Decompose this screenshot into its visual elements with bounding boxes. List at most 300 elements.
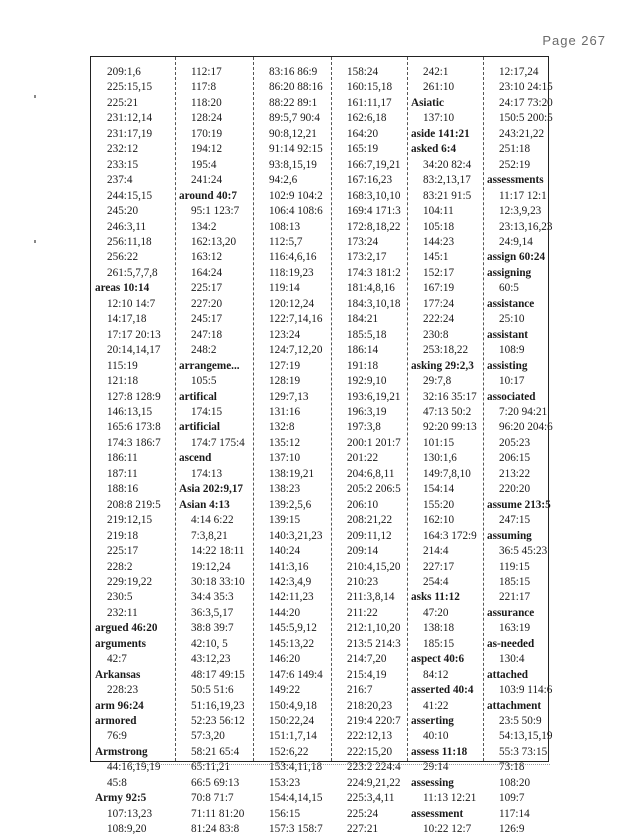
index-reference: 140:3,21,23 [269,529,323,542]
index-reference: 34:4 35:3 [191,591,234,604]
index-reference: 156:15 [269,807,301,820]
index-term: assurance [487,606,535,619]
index-reference: 252:19 [499,158,531,171]
index-reference: 200:1 201:7 [347,436,401,449]
index-reference: 164:24 [191,266,223,279]
index-reference: 163:12 [191,251,223,264]
index-reference: 138:23 [269,483,301,496]
index-reference: 214:7,20 [347,653,387,666]
index-reference: 219:4 220:7 [347,715,401,728]
index-reference: 224:9,21,22 [347,776,401,789]
index-reference: 45:8 [107,776,127,789]
index-reference: 38:8 39:7 [191,622,234,635]
index-reference: 118:20 [191,96,222,109]
index-reference: 152:6,22 [269,745,309,758]
index-reference: 204:6,8,11 [347,467,395,480]
index-reference: 12:3,9,23 [499,205,542,218]
index-reference: 137:10 [423,112,455,125]
index-reference: 11:13 12:21 [423,792,477,805]
index-reference: 206:15 [499,452,531,465]
index-reference: 12:17,24 [499,66,539,78]
index-reference: 55:3 73:15 [499,745,548,758]
index-reference: 84:12 [423,668,449,681]
index-term: asked 6:4 [411,143,457,156]
index-term: assess 11:18 [411,745,468,758]
index-reference: 150:22,24 [269,715,315,728]
index-reference: 170:19 [191,127,223,140]
index-term: arrangeme... [179,359,240,372]
index-reference: 177:24 [423,297,455,310]
index-term: assessment [411,807,464,820]
index-reference: 162:6,18 [347,112,387,125]
index-term: associated [487,390,536,403]
index-reference: 261:5,7,7,8 [107,266,158,279]
index-reference: 105:5 [191,375,217,388]
index-reference: 228:23 [107,684,139,697]
index-term: assistant [487,328,529,341]
index-term: assessing [411,776,454,789]
index-reference: 120:12,24 [269,297,315,310]
index-reference: 150:5 200:5 [499,112,553,125]
index-reference: 173:24 [347,235,379,248]
index-reference: 227:20 [191,297,223,310]
index-reference: 213:22 [499,467,531,480]
index-reference: 261:10 [423,81,455,94]
index-reference: 14:17,18 [107,313,147,326]
index-reference: 208:8 219:5 [107,498,161,511]
index-reference: 14:22 18:11 [191,545,245,558]
index-reference: 29:14 [423,761,449,774]
index-reference: 95:1 123:7 [191,205,240,218]
index-reference: 222:12,13 [347,730,393,743]
index-reference: 93:8,15,19 [269,158,317,171]
index-reference: 20:14,14,17 [107,344,161,357]
index-reference: 134:2 [191,220,217,233]
index-reference: 230:8 [423,328,449,341]
index-reference: 40:10 [423,730,449,743]
index-reference: 86:20 88:16 [269,81,323,94]
index-reference: 166:7,19,21 [347,158,401,171]
index-reference: 197:3,8 [347,421,381,434]
index-reference: 128:24 [191,112,223,125]
index-reference: 209:11,12 [347,529,392,542]
index-reference: 173:2,17 [347,251,387,264]
index-reference: 108:20 [499,776,531,789]
index-term: assessments [487,174,544,187]
index-reference: 222:24 [423,313,455,326]
index-reference: 256:11,18 [107,235,152,248]
index-reference: 102:9 104:2 [269,189,323,202]
index-reference: 157:3 158:7 [269,823,323,836]
index-reference: 70:8 71:7 [191,792,234,805]
index-reference: 220:20 [499,483,531,496]
index-reference: 209:14 [347,545,379,558]
index-reference: 138:19,21 [269,467,315,480]
index-reference: 149:7,8,10 [423,467,471,480]
index-reference: 167:16,23 [347,174,393,187]
index-reference: 23:13,16,23 [499,220,553,233]
index-reference: 128:19 [269,375,301,388]
index-term: assume 213:5 [487,498,551,511]
index-term: arguments [95,637,146,650]
index-reference: 76:9 [107,730,127,743]
index-reference: 139:2,5,6 [269,498,312,511]
index-term: assign 60:24 [487,251,546,264]
index-reference: 47:13 50:2 [423,405,472,418]
index-reference: 150:4,9,18 [269,699,317,712]
index-reference: 121:18 [107,375,139,388]
index-term: artificial [179,421,221,434]
index-reference: 216:7 [347,684,373,697]
index-reference: 51:16,19,23 [191,699,245,712]
index-reference: 141:3,16 [269,560,309,573]
index-reference: 146:13,15 [107,405,153,418]
index-reference: 212:1,10,20 [347,622,401,635]
index-reference: 208:21,22 [347,514,393,527]
index-reference: 201:22 [347,452,379,465]
index-reference: 215:4,19 [347,668,387,681]
index-reference: 145:13,22 [269,637,315,650]
index-reference: 10:17 [499,375,525,388]
index-reference: 242:1 [423,66,449,78]
index-reference: 23:10 24:15 [499,81,553,94]
index-reference: 181:4,8,16 [347,282,395,295]
index-reference: 218:20,23 [347,699,393,712]
index-reference: 92:20 99:13 [423,421,477,434]
index-reference: 71:11 81:20 [191,807,245,820]
index-reference: 109:7 [499,792,525,805]
index-reference: 89:5,7 90:4 [269,112,320,125]
index-reference: 138:18 [423,622,455,635]
index-reference: 24:9,14 [499,235,533,248]
index-reference: 168:3,10,10 [347,189,401,202]
index-reference: 191:18 [347,359,379,372]
index-reference: 243:21,22 [499,127,545,140]
index-reference: 188:16 [107,483,139,496]
scan-mark [34,240,36,243]
index-reference: 227:17 [423,560,455,573]
index-reference: 117:14 [499,807,530,820]
index-reference: 34:20 82:4 [423,158,472,171]
index-reference: 52:23 56:12 [191,715,245,728]
index-reference: 165:19 [347,143,379,156]
index-reference: 41:22 [423,699,449,712]
index-reference: 94:2,6 [269,174,298,187]
index-column-3 [257,65,323,838]
index-reference: 108:13 [269,220,301,233]
index-reference: 23:5 50:9 [499,715,542,728]
index-reference: 123:24 [269,328,301,341]
index-reference: 184:21 [347,313,379,326]
index-reference: 194:12 [191,143,223,156]
index-reference: 116:4,6,16 [269,251,317,264]
index-term: ascend [179,452,212,465]
index-reference: 83:16 86:9 [269,66,318,78]
index-reference: 147:6 149:4 [269,668,323,681]
index-reference: 145:5,9,12 [269,622,317,635]
index-reference: 246:3,11 [107,220,147,233]
index-reference: 58:21 65:4 [191,745,240,758]
index-reference: 139:15 [269,514,301,527]
index-reference: 119:15 [499,560,530,573]
index-term: Asiatic [411,96,444,109]
index-reference: 196:3,19 [347,405,387,418]
index-term: Asia 202:9,17 [179,483,244,496]
index-reference: 24:17 73:20 [499,96,553,109]
index-reference: 225:21 [107,96,139,109]
index-reference: 48:17 49:15 [191,668,245,681]
index-reference: 57:3,20 [191,730,225,743]
index-reference: 17:17 20:13 [107,328,161,341]
index-term: attachment [487,699,542,712]
index-reference: 245:17 [191,313,223,326]
index-reference: 32:16 35:17 [423,390,477,403]
index-reference: 185:15 [499,575,531,588]
index-reference: 174:3 181:2 [347,266,401,279]
scan-mark [34,95,36,98]
index-table [90,56,553,836]
index-term: asserting [411,715,454,728]
index-term: areas 10:14 [95,282,150,295]
index-reference: 112:5,7 [269,235,303,248]
index-reference: 149:22 [269,684,301,697]
index-reference: 11:17 12:1 [499,189,547,202]
index-reference: 151:1,7,14 [269,730,317,743]
index-reference: 137:10 [269,452,301,465]
index-reference: 211:3,8,14 [347,591,395,604]
index-reference: 154:4,14,15 [269,792,323,805]
index-reference: 245:20 [107,205,139,218]
index-reference: 237:4 [107,174,133,187]
index-reference: 219:12,15 [107,514,153,527]
index-reference: 142:11,23 [269,591,314,604]
index-reference: 174:13 [191,467,223,480]
index-reference: 131:16 [269,405,301,418]
index-reference: 231:12,14 [107,112,153,125]
index-reference: 229:19,22 [107,575,153,588]
index-reference: 107:13,23 [107,807,153,820]
index-reference: 248:2 [191,344,217,357]
index-term: Asian 4:13 [179,498,230,511]
index-reference: 7:20 94:21 [499,405,548,418]
index-reference: 174:7 175:4 [191,436,245,449]
index-reference: 130:1,6 [423,452,457,465]
index-reference: 164:20 [347,127,379,140]
index-reference: 135:12 [269,436,301,449]
index-reference: 211:22 [347,606,378,619]
index-reference: 225:24 [347,807,379,820]
index-term: assisting [487,359,528,372]
index-reference: 205:23 [499,436,531,449]
index-reference: 115:19 [107,359,138,372]
index-reference: 162:13,20 [191,235,237,248]
index-term: aside 141:21 [411,127,470,140]
index-reference: 232:12 [107,143,139,156]
index-term: assuming [487,529,532,542]
index-reference: 187:11 [107,467,138,480]
index-reference: 47:20 [423,606,449,619]
index-reference: 232:11 [107,606,138,619]
index-reference: 127:8 128:9 [107,390,161,403]
index-reference: 140:24 [269,545,301,558]
index-reference: 186:11 [107,452,138,465]
index-reference: 4:14 6:22 [191,514,234,527]
index-reference: 231:17,19 [107,127,153,140]
index-term: assigning [487,266,532,279]
index-reference: 221:17 [499,591,531,604]
page-number: Page 267 [542,33,606,48]
column-divider [407,57,408,761]
index-reference: 66:5 69:13 [191,776,240,789]
index-reference: 144:23 [423,235,455,248]
index-reference: 195:4 [191,158,217,171]
index-reference: 247:15 [499,514,531,527]
index-reference: 214:4 [423,545,449,558]
index-reference: 145:1 [423,251,449,264]
index-reference: 126:9 [499,823,525,836]
index-term: assistance [487,297,535,310]
index-column-2 [179,65,245,838]
index-reference: 118:19,23 [269,266,314,279]
index-reference: 185:15 [423,637,455,650]
index-term: Army 92:5 [95,792,147,805]
index-term: artifical [179,390,217,403]
index-reference: 185:5,18 [347,328,387,341]
index-reference: 205:2 206:5 [347,483,401,496]
index-term: around 40:7 [179,189,237,202]
index-reference: 43:12,23 [191,653,231,666]
index-reference: 19:12,24 [191,560,231,573]
index-reference: 225:3,4,11 [347,792,395,805]
index-reference: 230:5 [107,591,133,604]
index-reference: 161:11,17 [347,96,392,109]
index-reference: 90:8,12,21 [269,127,317,140]
index-reference: 44:16,19,19 [107,761,161,774]
index-reference: 254:4 [423,575,449,588]
index-reference: 36:5 45:23 [499,545,548,558]
index-reference: 108:9 [499,344,525,357]
index-reference: 108:9,20 [107,823,147,836]
index-reference: 153:23 [269,776,301,789]
index-reference: 83:2,13,17 [423,174,471,187]
index-reference: 42:7 [107,653,127,666]
column-divider [253,57,254,761]
index-reference: 193:6,19,21 [347,390,401,403]
column-divider [331,57,332,761]
index-reference: 129:7,13 [269,390,309,403]
index-reference: 54:13,15,19 [499,730,553,743]
index-reference: 50:5 51:6 [191,684,234,697]
index-reference: 227:21 [347,823,379,836]
index-term: aspect 40:6 [411,653,465,666]
index-reference: 251:18 [499,143,531,156]
index-reference: 12:10 14:7 [107,297,156,310]
index-reference: 122:7,14,16 [269,313,323,326]
index-reference: 130:4 [499,653,525,666]
index-reference: 36:3,5,17 [191,606,234,619]
index-term: argued 46:20 [95,622,158,635]
index-reference: 223:2 224:4 [347,761,401,774]
index-reference: 119:14 [269,282,300,295]
index-term: as-needed [487,637,535,650]
index-reference: 42:10, 5 [191,637,228,650]
index-reference: 228:2 [107,560,133,573]
index-reference: 225:17 [191,282,223,295]
index-reference: 142:3,4,9 [269,575,312,588]
index-reference: 162:10 [423,514,455,527]
index-term: armored [95,715,137,728]
index-reference: 163:19 [499,622,531,635]
index-reference: 83:21 91:5 [423,189,472,202]
index-reference: 174:15 [191,405,223,418]
column-divider [483,57,484,761]
index-reference: 7:3,8,21 [191,529,228,542]
index-reference: 101:15 [423,436,455,449]
index-reference: 127:19 [269,359,301,372]
index-reference: 247:18 [191,328,223,341]
index-term: arm 96:24 [95,699,144,712]
index-term: asking 29:2,3 [411,359,474,372]
index-term: Arkansas [95,668,141,681]
index-term: asks 11:12 [411,591,460,604]
index-reference: 96:20 204:6 [499,421,553,434]
index-reference: 172:8,18,22 [347,220,401,233]
index-column-4 [335,65,401,838]
index-reference: 241:24 [191,174,223,187]
index-reference: 233:15 [107,158,139,171]
index-term: attached [487,668,529,681]
index-reference: 253:18,22 [423,344,469,357]
index-reference: 153:4,11,18 [269,761,323,774]
index-reference: 29:7,8 [423,375,452,388]
index-reference: 155:20 [423,498,455,511]
index-reference: 88:22 89:1 [269,96,318,109]
index-reference: 106:4 108:6 [269,205,323,218]
index-reference: 244:15,15 [107,189,153,202]
index-reference: 167:19 [423,282,455,295]
index-term: asserted 40:4 [411,684,474,697]
index-reference: 219:18 [107,529,139,542]
index-reference: 124:7,12,20 [269,344,323,357]
index-reference: 146:20 [269,653,301,666]
index-reference: 158:24 [347,66,379,78]
index-reference: 225:17 [107,545,139,558]
index-reference: 105:18 [423,220,455,233]
index-reference: 117:8 [191,81,217,94]
index-reference: 256:22 [107,251,139,264]
index-reference: 160:15,18 [347,81,393,94]
index-reference: 132:8 [269,421,295,434]
index-reference: 192:9,10 [347,375,387,388]
index-reference: 210:23 [347,575,379,588]
index-reference: 73:18 [499,761,525,774]
index-reference: 152:17 [423,266,455,279]
index-column-5 [411,65,477,838]
index-reference: 65:11,21 [191,761,231,774]
index-reference: 30:18 33:10 [191,575,245,588]
index-reference: 25:10 [499,313,525,326]
index-reference: 169:4 171:3 [347,205,401,218]
index-term: Armstrong [95,745,148,758]
index-reference: 165:6 173:8 [107,421,161,434]
index-column-6 [487,65,553,838]
index-reference: 164:3 172:9 [423,529,477,542]
index-reference: 103:9 114:6 [499,684,553,697]
index-reference: 112:17 [191,66,222,78]
index-reference: 209:1,6 [107,66,141,78]
index-reference: 186:14 [347,344,379,357]
index-reference: 184:3,10,18 [347,297,401,310]
